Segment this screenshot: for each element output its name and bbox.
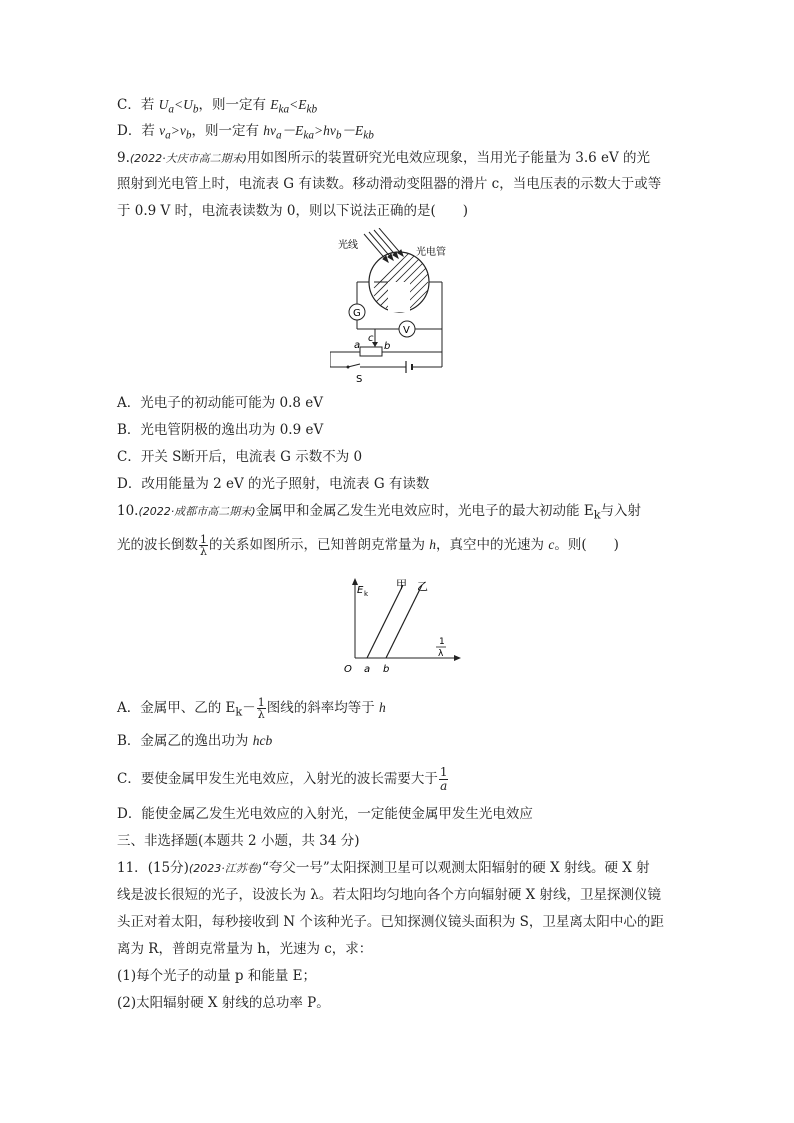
svg-text:a: a [354,340,361,351]
svg-text:S: S [356,374,363,385]
q10-stem-line2: 光的波长倒数 $\frac{1}{\lambda}$ 的关系如图所示，已知普朗克常量为 h，真空中的光速为 c。则( ) [117,533,619,558]
tube-label: 光电管 [416,247,446,258]
rheostat [360,347,382,356]
q11-subquestion-2: (2)太阳辐射硬 X 射线的总功率 P。 [117,995,330,1011]
svg-text:k: k [364,590,369,598]
q9-option-a: A．光电子的初动能可能为 0.8 eV [117,395,324,411]
q10-stem-line1: 10.(2022·成都市高二期末)金属甲和金属乙发生光电效应时，光电子的最大初动能 $E_k$与入射 [117,503,642,522]
svg-text:a: a [364,664,371,675]
svg-text:G: G [353,308,361,319]
inverse-wavelength-fraction: $\frac{1}{\lambda}$ [200,533,207,558]
svg-text:b: b [384,341,391,352]
svg-text:λ: λ [438,649,444,659]
q8-option-d: D．若 $\nu_a>\nu_b$，则一定有 $h\nu_a-E_{ka}>h\nu_b-E_{kb}$ [117,123,374,142]
svg-text:c: c [368,333,374,344]
q11-stem-line3: 头正对着太阳，每秒接收到 N 个该种光子。已知探测仪镜头面积为 S，卫星离太阳中心的距 [117,914,664,930]
svg-text:1: 1 [439,637,445,647]
q11-subquestion-1: (1)每个光子的动量 p 和能量 E； [117,968,316,984]
q9-option-b: B．光电管阴极的逸出功为 0.9 eV [117,422,324,438]
q9-option-c: C．开关 S断开后，电流表 G 示数不为 0 [117,449,363,465]
svg-text:O: O [344,664,352,675]
line-yi [386,585,422,658]
q10-option-d: D．能使金属乙发生光电效应的入射光，一定能使金属甲发生光电效应 [117,806,533,822]
q9-circuit-diagram [330,228,460,388]
svg-text:E: E [357,585,364,596]
q8-option-c: C．若 $U_a<U_b$，则一定有 $E_{ka}<E_{kb}$ [117,97,318,116]
q10-option-b: B．金属乙的逸出功为 hcb [117,733,273,749]
q10-option-a: A．金属甲、乙的 $E_k-$ $\frac{1}{\lambda}$ 图线的斜率均等于 h [117,696,386,721]
line-jia [367,585,403,658]
svg-text:乙: 乙 [417,580,428,593]
q9-stem-line3: 于 0.9 V 时，电流表读数为 0，则以下说法正确的是( ) [117,203,469,219]
inverse-wavelength-fraction: $\frac{1}{\lambda}$ [257,696,265,721]
q11-stem-line1: 11．(15分)(2023·江苏卷)“夸父一号”太阳探测卫星可以观测太阳辐射的硬 X 射线。硬 X 射 [117,860,650,876]
section-heading: 三、非选择题(本题共 2 小题，共 34 分) [117,833,360,849]
q9-stem-line1: 9.(2022·大庆市高二期末)用如图所示的装置研究光电效应现象，当用光子能量为 3.6 eV 的光 [117,150,651,166]
light-label: 光线 [338,240,358,251]
one-over-a-fraction: $\frac{1}{a}$ [439,765,448,793]
q11-stem-line2: 线是波长很短的光子，设波长为 λ。若太阳均匀地向各个方向辐射硬 X 射线，卫星探测仪镜 [117,887,662,903]
q11-stem-line4: 离为 R，普朗克常量为 h，光速为 c，求： [117,941,373,957]
switch [348,364,360,367]
svg-text:V: V [403,325,410,336]
svg-text:b: b [383,664,390,675]
q10-option-c: C．要使金属甲发生光电效应，入射光的波长需要大于 $\frac{1}{a}$ [117,765,448,793]
q9-option-d: D．改用能量为 2 eV 的光子照射，电流表 G 有读数 [117,476,430,492]
svg-text:甲: 甲 [396,578,407,591]
q10-ek-graph [340,576,465,678]
q9-stem-line2: 照射到光电管上时，电流表 G 有读数。移动滑动变阻器的滑片 c，当电压表的示数大于或等 [117,176,662,192]
